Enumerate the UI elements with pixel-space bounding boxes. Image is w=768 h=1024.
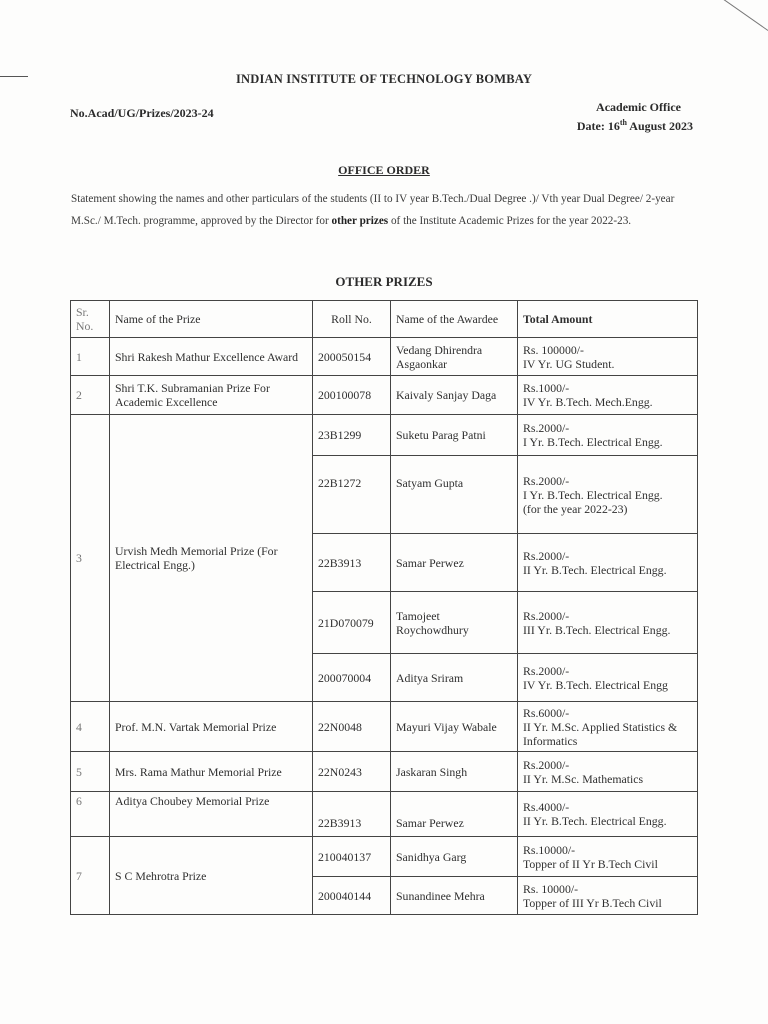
prize-cell: S C Mehrotra Prize	[110, 837, 313, 915]
header-awardee: Name of the Awardee	[391, 301, 518, 338]
amount-cell: Rs.6000/- II Yr. M.Sc. Applied Statistics & Informatics	[518, 702, 698, 752]
amount-cell: Rs.1000/- IV Yr. B.Tech. Mech.Engg.	[518, 376, 698, 415]
institute-name: INDIAN INSTITUTE OF TECHNOLOGY BOMBAY	[235, 72, 533, 86]
table-row	[71, 752, 698, 792]
prize-cell: Urvish Medh Memorial Prize (For Electrical Engg.)	[110, 415, 313, 702]
sr-cell: 1	[71, 338, 110, 376]
sr-cell: 6	[71, 792, 110, 837]
amount-cell: Rs. 10000/- Topper of III Yr B.Tech Civil	[518, 877, 698, 915]
scan-mark	[719, 0, 768, 31]
awardee-cell: Samar Perwez	[391, 534, 518, 592]
awardee-cell: Mayuri Vijay Wabale	[391, 702, 518, 752]
awardee-cell: Vedang Dhirendra Asgaonkar	[391, 338, 518, 376]
sr-cell: 4	[71, 702, 110, 752]
roll-cell: 200070004	[313, 654, 391, 702]
prize-cell: Prof. M.N. Vartak Memorial Prize	[110, 702, 313, 752]
order-date: Date: 16th August 2023	[576, 118, 693, 133]
prize-cell: Aditya Choubey Memorial Prize	[110, 792, 313, 837]
sr-cell: 7	[71, 837, 110, 915]
prize-cell: Shri T.K. Subramanian Prize For Academic Excellence	[110, 376, 313, 415]
sr-cell: 2	[71, 376, 110, 415]
roll-cell: 21D070079	[313, 592, 391, 654]
amount-cell: Rs. 100000/- IV Yr. UG Student.	[518, 338, 698, 376]
table-header-row	[71, 301, 698, 338]
amount-cell: Rs.2000/- II Yr. B.Tech. Electrical Engg.	[518, 534, 698, 592]
awardee-cell: Jaskaran Singh	[391, 752, 518, 792]
prizes-table	[70, 300, 698, 915]
awardee-cell: Sunandinee Mehra	[391, 877, 518, 915]
prize-cell: Mrs. Rama Mathur Memorial Prize	[110, 752, 313, 792]
roll-cell: 23B1299	[313, 415, 391, 456]
amount-cell: Rs.2000/- I Yr. B.Tech. Electrical Engg.	[518, 415, 698, 456]
awardee-cell: Samar Perwez	[391, 792, 518, 837]
roll-cell: 200040144	[313, 877, 391, 915]
amount-cell: Rs.2000/- III Yr. B.Tech. Electrical Engg.	[518, 592, 698, 654]
office-order-title: OFFICE ORDER	[338, 163, 430, 177]
office-name: Academic Office	[596, 100, 681, 114]
prize-cell: Shri Rakesh Mathur Excellence Award	[110, 338, 313, 376]
statement-paragraph: Statement showing the names and other particulars of the students (II to IV year B.Tech./Dual Degree .)/ Vth year Dual Degree/ 2-year M.Sc./ M.Tech. programme, approved by the Director for other prizes of the Institute Academic Prizes for the year 2022-23.	[71, 193, 675, 227]
roll-cell: 210040137	[313, 837, 391, 877]
awardee-cell: Kaivaly Sanjay Daga	[391, 376, 518, 415]
table-row	[71, 702, 698, 752]
table-row	[71, 338, 698, 376]
roll-cell: 22N0048	[313, 702, 391, 752]
table-row	[71, 415, 698, 456]
section-title: OTHER PRIZES	[335, 274, 433, 289]
roll-cell: 200100078	[313, 376, 391, 415]
amount-cell: Rs.4000/- II Yr. B.Tech. Electrical Engg.	[518, 792, 698, 837]
amount-cell: Rs.10000/- Topper of II Yr B.Tech Civil	[518, 837, 698, 877]
awardee-cell: Tamojeet Roychowdhury	[391, 592, 518, 654]
table-row	[71, 792, 698, 837]
table-row	[71, 837, 698, 877]
header-total-amount: Total Amount	[518, 301, 698, 338]
table-row	[71, 376, 698, 415]
sr-cell: 3	[71, 415, 110, 702]
roll-cell: 22B3913	[313, 792, 391, 837]
reference-number: No.Acad/UG/Prizes/2023-24	[70, 106, 214, 120]
amount-cell: Rs.2000/- II Yr. M.Sc. Mathematics	[518, 752, 698, 792]
amount-cell: Rs.2000/- IV Yr. B.Tech. Electrical Engg	[518, 654, 698, 702]
header-sr-no: Sr. No.	[71, 301, 110, 338]
awardee-cell: Suketu Parag Patni	[391, 415, 518, 456]
awardee-cell: Aditya Sriram	[391, 654, 518, 702]
amount-cell: Rs.2000/- I Yr. B.Tech. Electrical Engg. (for the year 2022-23)	[518, 456, 698, 534]
header-prize-name: Name of the Prize	[110, 301, 313, 338]
awardee-cell: Satyam Gupta	[391, 456, 518, 534]
roll-cell: 22N0243	[313, 752, 391, 792]
office-date-block	[577, 100, 693, 134]
header-roll-no: Roll No.	[313, 301, 391, 338]
roll-cell: 22B1272	[313, 456, 391, 534]
awardee-cell: Sanidhya Garg	[391, 837, 518, 877]
roll-cell: 22B3913	[313, 534, 391, 592]
sr-cell: 5	[71, 752, 110, 792]
roll-cell: 200050154	[313, 338, 391, 376]
